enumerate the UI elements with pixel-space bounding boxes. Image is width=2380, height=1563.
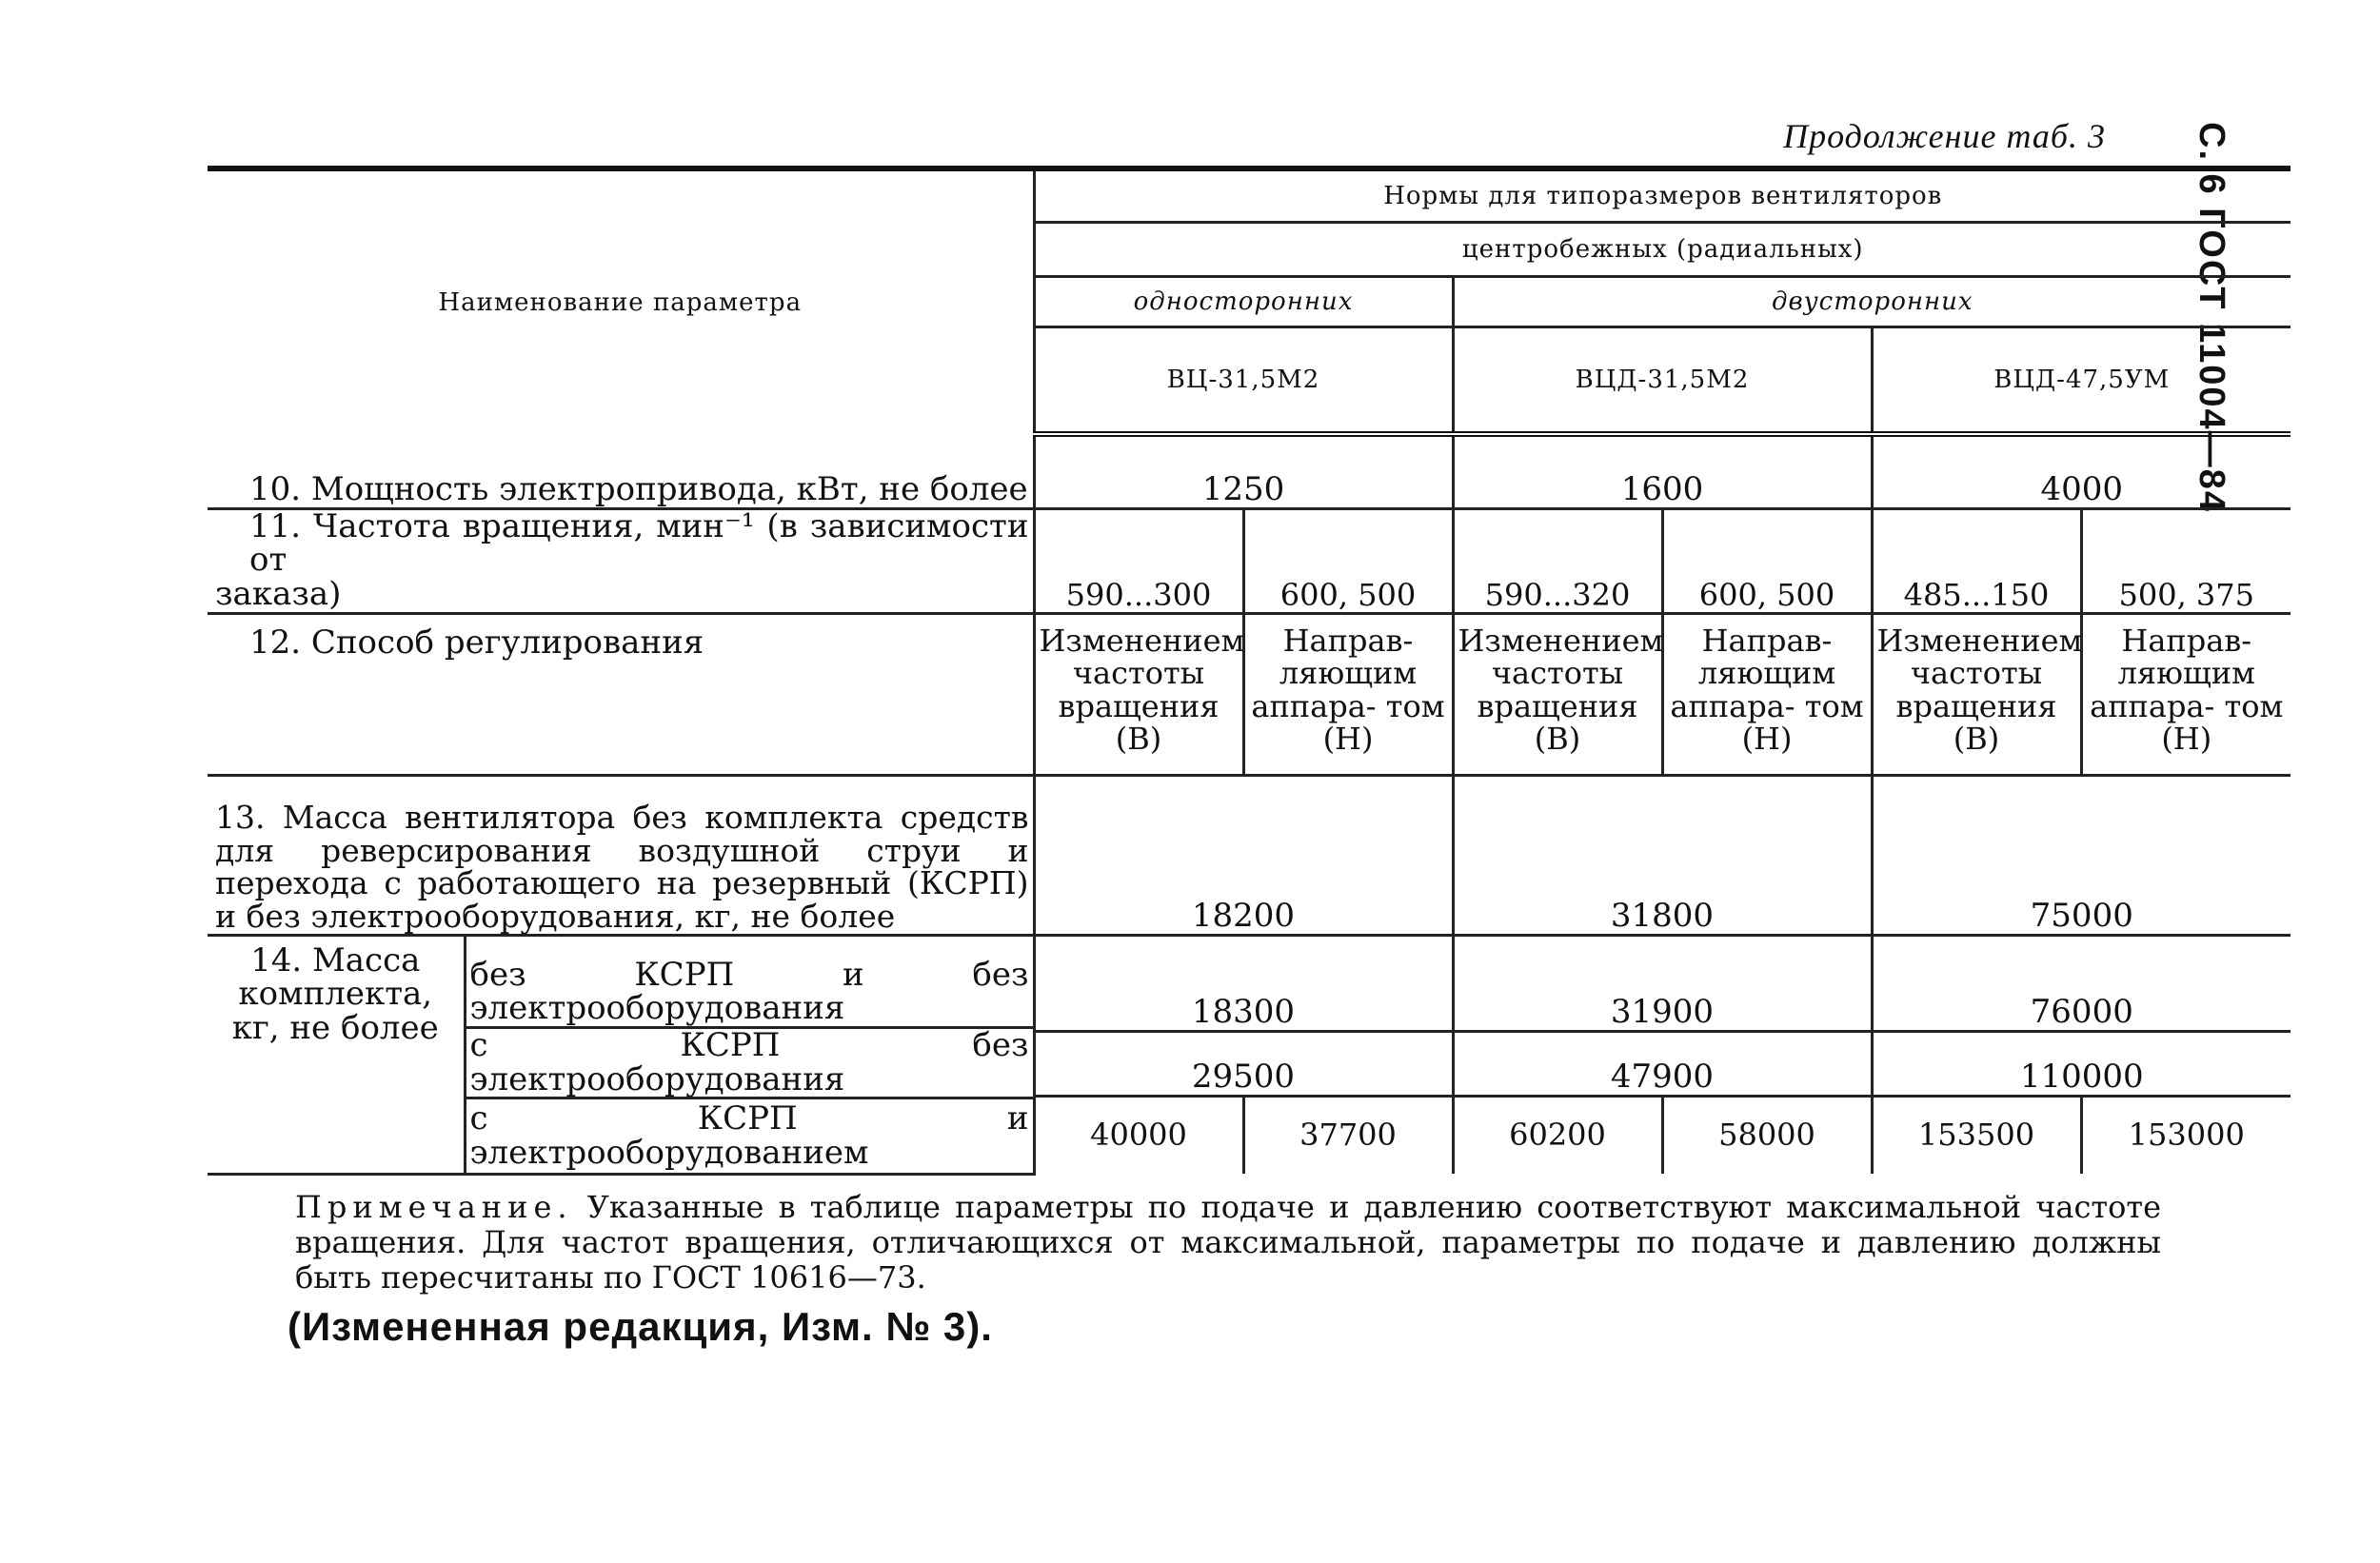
table-cell: 58000 (1662, 1096, 1872, 1174)
table-cell: Изменением частоты вращения (В) (1034, 613, 1243, 775)
table-cell: 485...150 (1872, 508, 2081, 613)
table-cell: 590...300 (1034, 508, 1243, 613)
table-cell: 60200 (1453, 1096, 1662, 1174)
row-sublabel: с КСРП без электрооборудования (465, 1028, 1033, 1098)
amendment-note: (Измененная редакция, Изм. № 3). (288, 1304, 993, 1349)
row-label-group (208, 935, 1034, 1174)
table-cell: 18300 (1034, 935, 1453, 1031)
table-cell: 1250 (1034, 434, 1453, 508)
row-label: 10. Мощность электропривода, кВт, не более (208, 434, 1034, 508)
header-norms: Нормы для типоразмеров вентиляторов (1034, 168, 2291, 223)
header-model: ВЦД-31,5М2 (1453, 327, 1872, 435)
table-continuation-label: Продолжение таб. 3 (1783, 117, 2106, 155)
parameters-table (208, 166, 2291, 1176)
note-prefix: Примечание. (295, 1189, 573, 1225)
table-cell: 153000 (2128, 1117, 2245, 1154)
row-label: 12. Способ регулирования (208, 613, 1034, 775)
table-cell: Направ- ляющим аппара- том (Н) (1662, 613, 1872, 775)
table-cell: 31900 (1453, 935, 1872, 1031)
header-model: ВЦ-31,5М2 (1034, 327, 1453, 435)
table-cell: Направ- ляющим аппара- том (Н) (2081, 613, 2291, 775)
table-cell: 76000 (1872, 935, 2291, 1031)
table-cell: Изменением частоты вращения (В) (1453, 613, 1662, 775)
table-cell: 75000 (1872, 775, 2291, 935)
table-cell: 110000 (1872, 1031, 2291, 1096)
row-sublabel: с КСРП и электрооборудованием (469, 1099, 1029, 1172)
table-cell: 29500 (1034, 1031, 1453, 1096)
row-sublabel: без КСРП и без электрооборудования (465, 937, 1033, 1028)
header-parameter-name: Наименование параметра (208, 168, 1034, 434)
table-cell: 47900 (1453, 1031, 1872, 1096)
table-cell: 37700 (1243, 1096, 1453, 1174)
table-cell: 500, 375 (2081, 508, 2291, 613)
page-standard-label: С. 6 ГОСТ 11004—84 (2192, 122, 2231, 513)
note-text: Указанные в таблице параметры по подаче и давлению соответствуют максимальной частоте вращения. Для частот вращения, отличающихся от максимальной, параметры по подаче и давлению должны быть пересчитаны по ГОСТ 10616—73. (295, 1189, 2162, 1296)
header-model: ВЦД-47,5УМ (1872, 327, 2291, 435)
table-cell: 40000 (1034, 1096, 1243, 1174)
table-cell: 31800 (1453, 775, 1872, 935)
table-cell: Направ- ляющим аппара- том (Н) (1243, 613, 1453, 775)
row-label: 13. Масса вентилятора без комплекта средств для реверсирования воздушной струи и перехода с работающего на резервный (КСРП) и без электрооборудования, кг, не более (208, 775, 1034, 935)
table-cell: 4000 (1872, 434, 2291, 508)
table-cell: 600, 500 (1243, 508, 1453, 613)
header-single-sided: односторонних (1034, 277, 1453, 327)
table-cell: 18200 (1034, 775, 1453, 935)
table-note (295, 1190, 2161, 1296)
header-centrifugal: центробежных (радиальных) (1034, 223, 2291, 277)
table-cell: 153500 (1872, 1096, 2081, 1174)
header-double-sided: двусторонних (1453, 277, 2291, 327)
row-label: 11. Частота вращения, мин⁻¹ (в зависимости от заказа) (208, 508, 1034, 613)
row-label: 14. Масса комплекта, кг, не более (208, 937, 465, 1173)
table-cell: 600, 500 (1662, 508, 1872, 613)
table-cell: 1600 (1453, 434, 1872, 508)
table-cell: 590...320 (1453, 508, 1662, 613)
table-cell: Изменением частоты вращения (В) (1872, 613, 2081, 775)
